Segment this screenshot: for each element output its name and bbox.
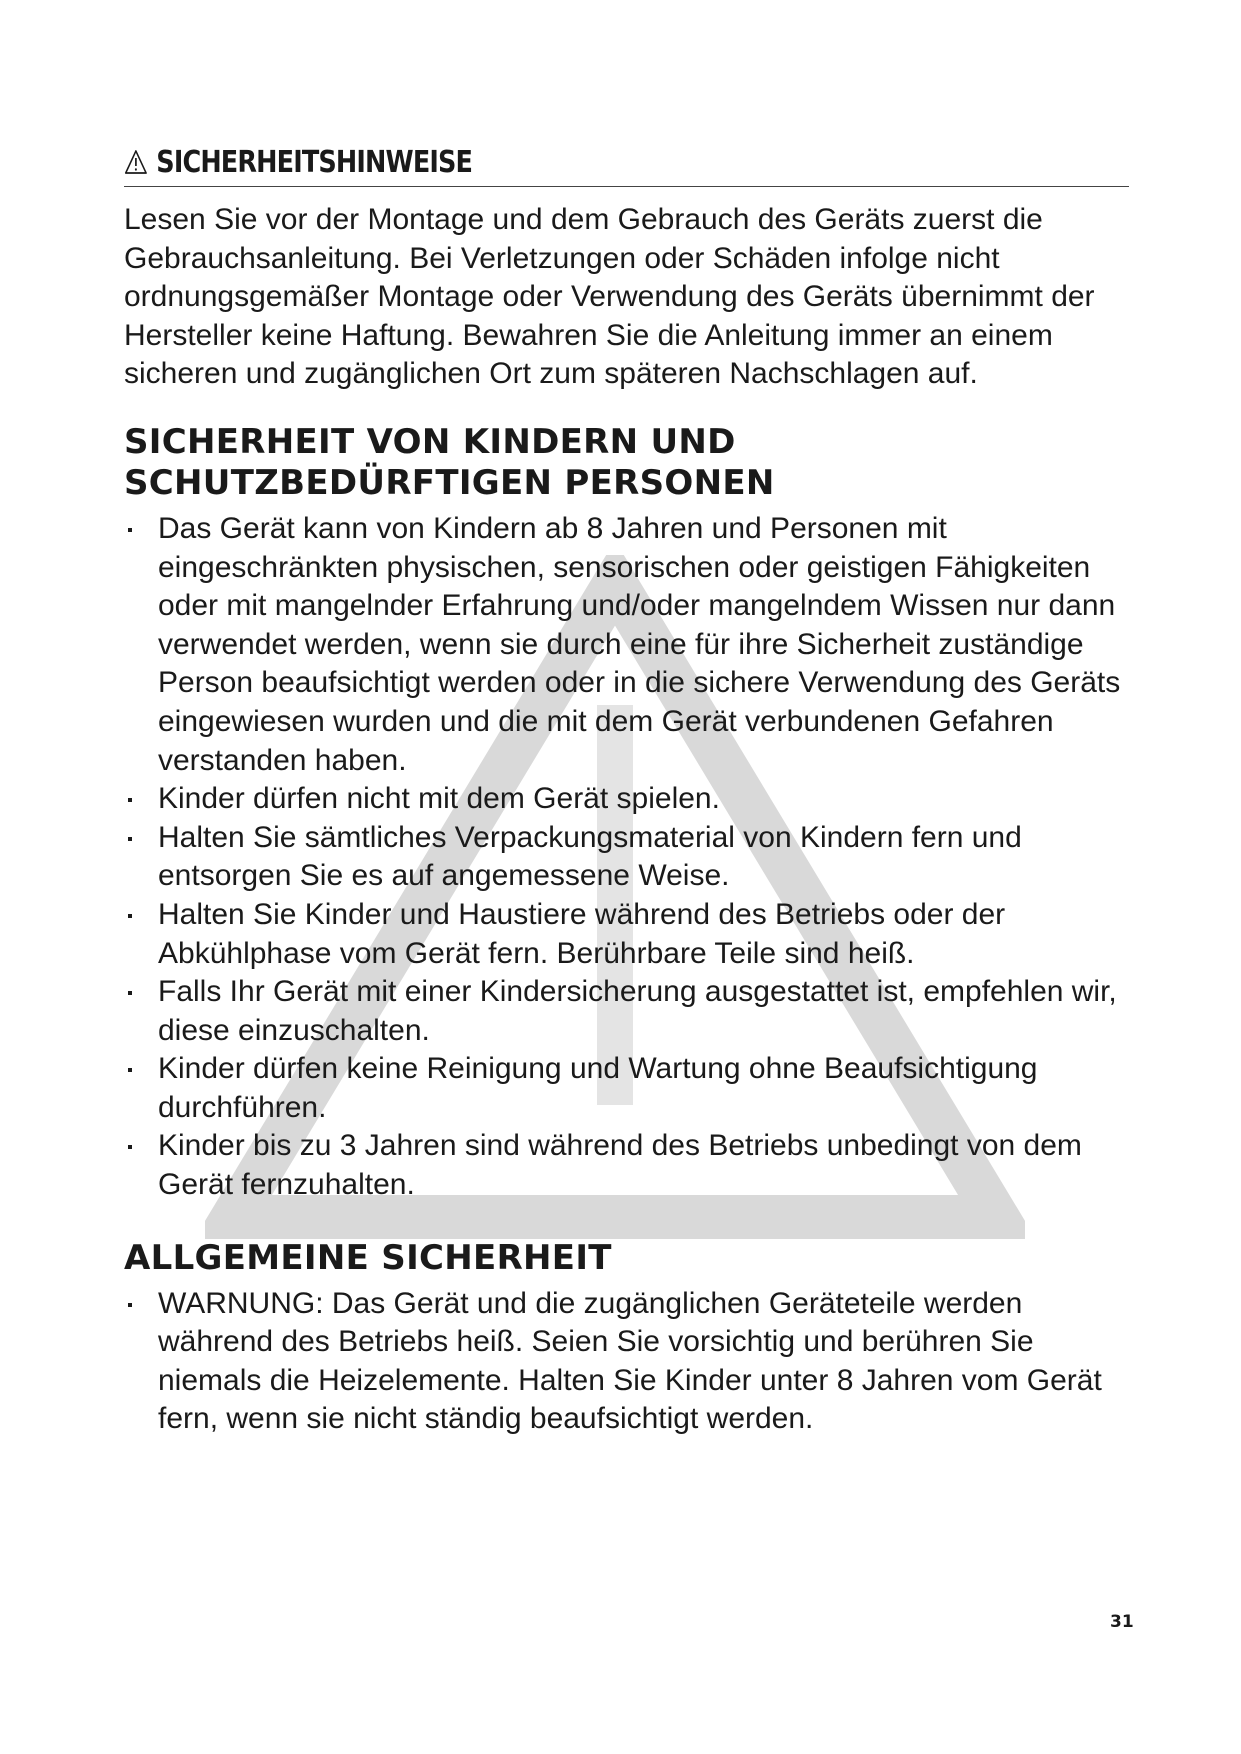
list-item: Das Gerät kann von Kindern ab 8 Jahren und Personen mit eingeschränkten physischen, sensorischen oder geistigen Fähigkeiten oder mit mangelnder Erfahrung und/oder mangelndem Wissen nur dann verwendet werden, wenn sie durch eine für ihre Sicherheit zuständige Person beaufsichtigt werden oder in die sichere Verwendung des Geräts eingewiesen wurden und die mit dem Gerät verbundenen Gefahren verstanden haben. — [124, 510, 1129, 780]
list-item: Kinder dürfen keine Reinigung und Wartung ohne Beaufsichtigung durchführen. — [124, 1050, 1129, 1127]
page-content — [124, 140, 1129, 1439]
section-header — [124, 140, 978, 184]
list-item: Kinder dürfen nicht mit dem Gerät spielen. — [124, 780, 1129, 819]
general-safety-heading: ALLGEMEINE SICHERHEIT — [124, 1237, 612, 1278]
intro-paragraph: Lesen Sie vor der Montage und dem Gebrauch des Geräts zuerst die Gebrauchsanleitung. Bei Verletzungen oder Schäden infolge nicht ordnungsgemäßer Montage oder Verwendung des Geräts übernimmt der Hersteller keine Haftung. Bewahren Sie die Anleitung immer an einem sicheren und zugänglichen Ort zum späteren Nachschlagen auf. — [124, 203, 1095, 391]
general-safety-list — [124, 1285, 1129, 1439]
warning-triangle-icon — [124, 149, 148, 175]
children-safety-list — [124, 510, 1129, 1205]
list-item: Falls Ihr Gerät mit einer Kindersicherung ausgestattet ist, empfehlen wir, diese einzuschalten. — [124, 973, 1129, 1050]
header-divider — [124, 186, 1129, 187]
list-item: Halten Sie Kinder und Haustiere während des Betriebs oder der Abkühlphase vom Gerät fern. Berührbare Teile sind heiß. — [124, 896, 1129, 973]
section-header-title: SICHERHEITSHINWEISE — [156, 144, 473, 180]
list-item: Kinder bis zu 3 Jahren sind während des Betriebs unbedingt von dem Gerät fernzuhalten. — [124, 1127, 1129, 1204]
children-safety-heading: SICHERHEIT VON KINDERN UND SCHUTZBEDÜRFTIGEN PERSONEN — [124, 421, 775, 503]
list-item: Halten Sie sämtliches Verpackungsmaterial von Kindern fern und entsorgen Sie es auf angemessene Weise. — [124, 819, 1129, 896]
list-item: WARNUNG: Das Gerät und die zugänglichen Geräteteile werden während des Betriebs heiß. Seien Sie vorsichtig und berühren Sie niemals die Heizelemente. Halten Sie Kinder unter 8 Jahren vom Gerät fern, wenn sie nicht ständig beaufsichtigt werden. — [124, 1285, 1129, 1439]
page-number: 31 — [1110, 1612, 1134, 1632]
